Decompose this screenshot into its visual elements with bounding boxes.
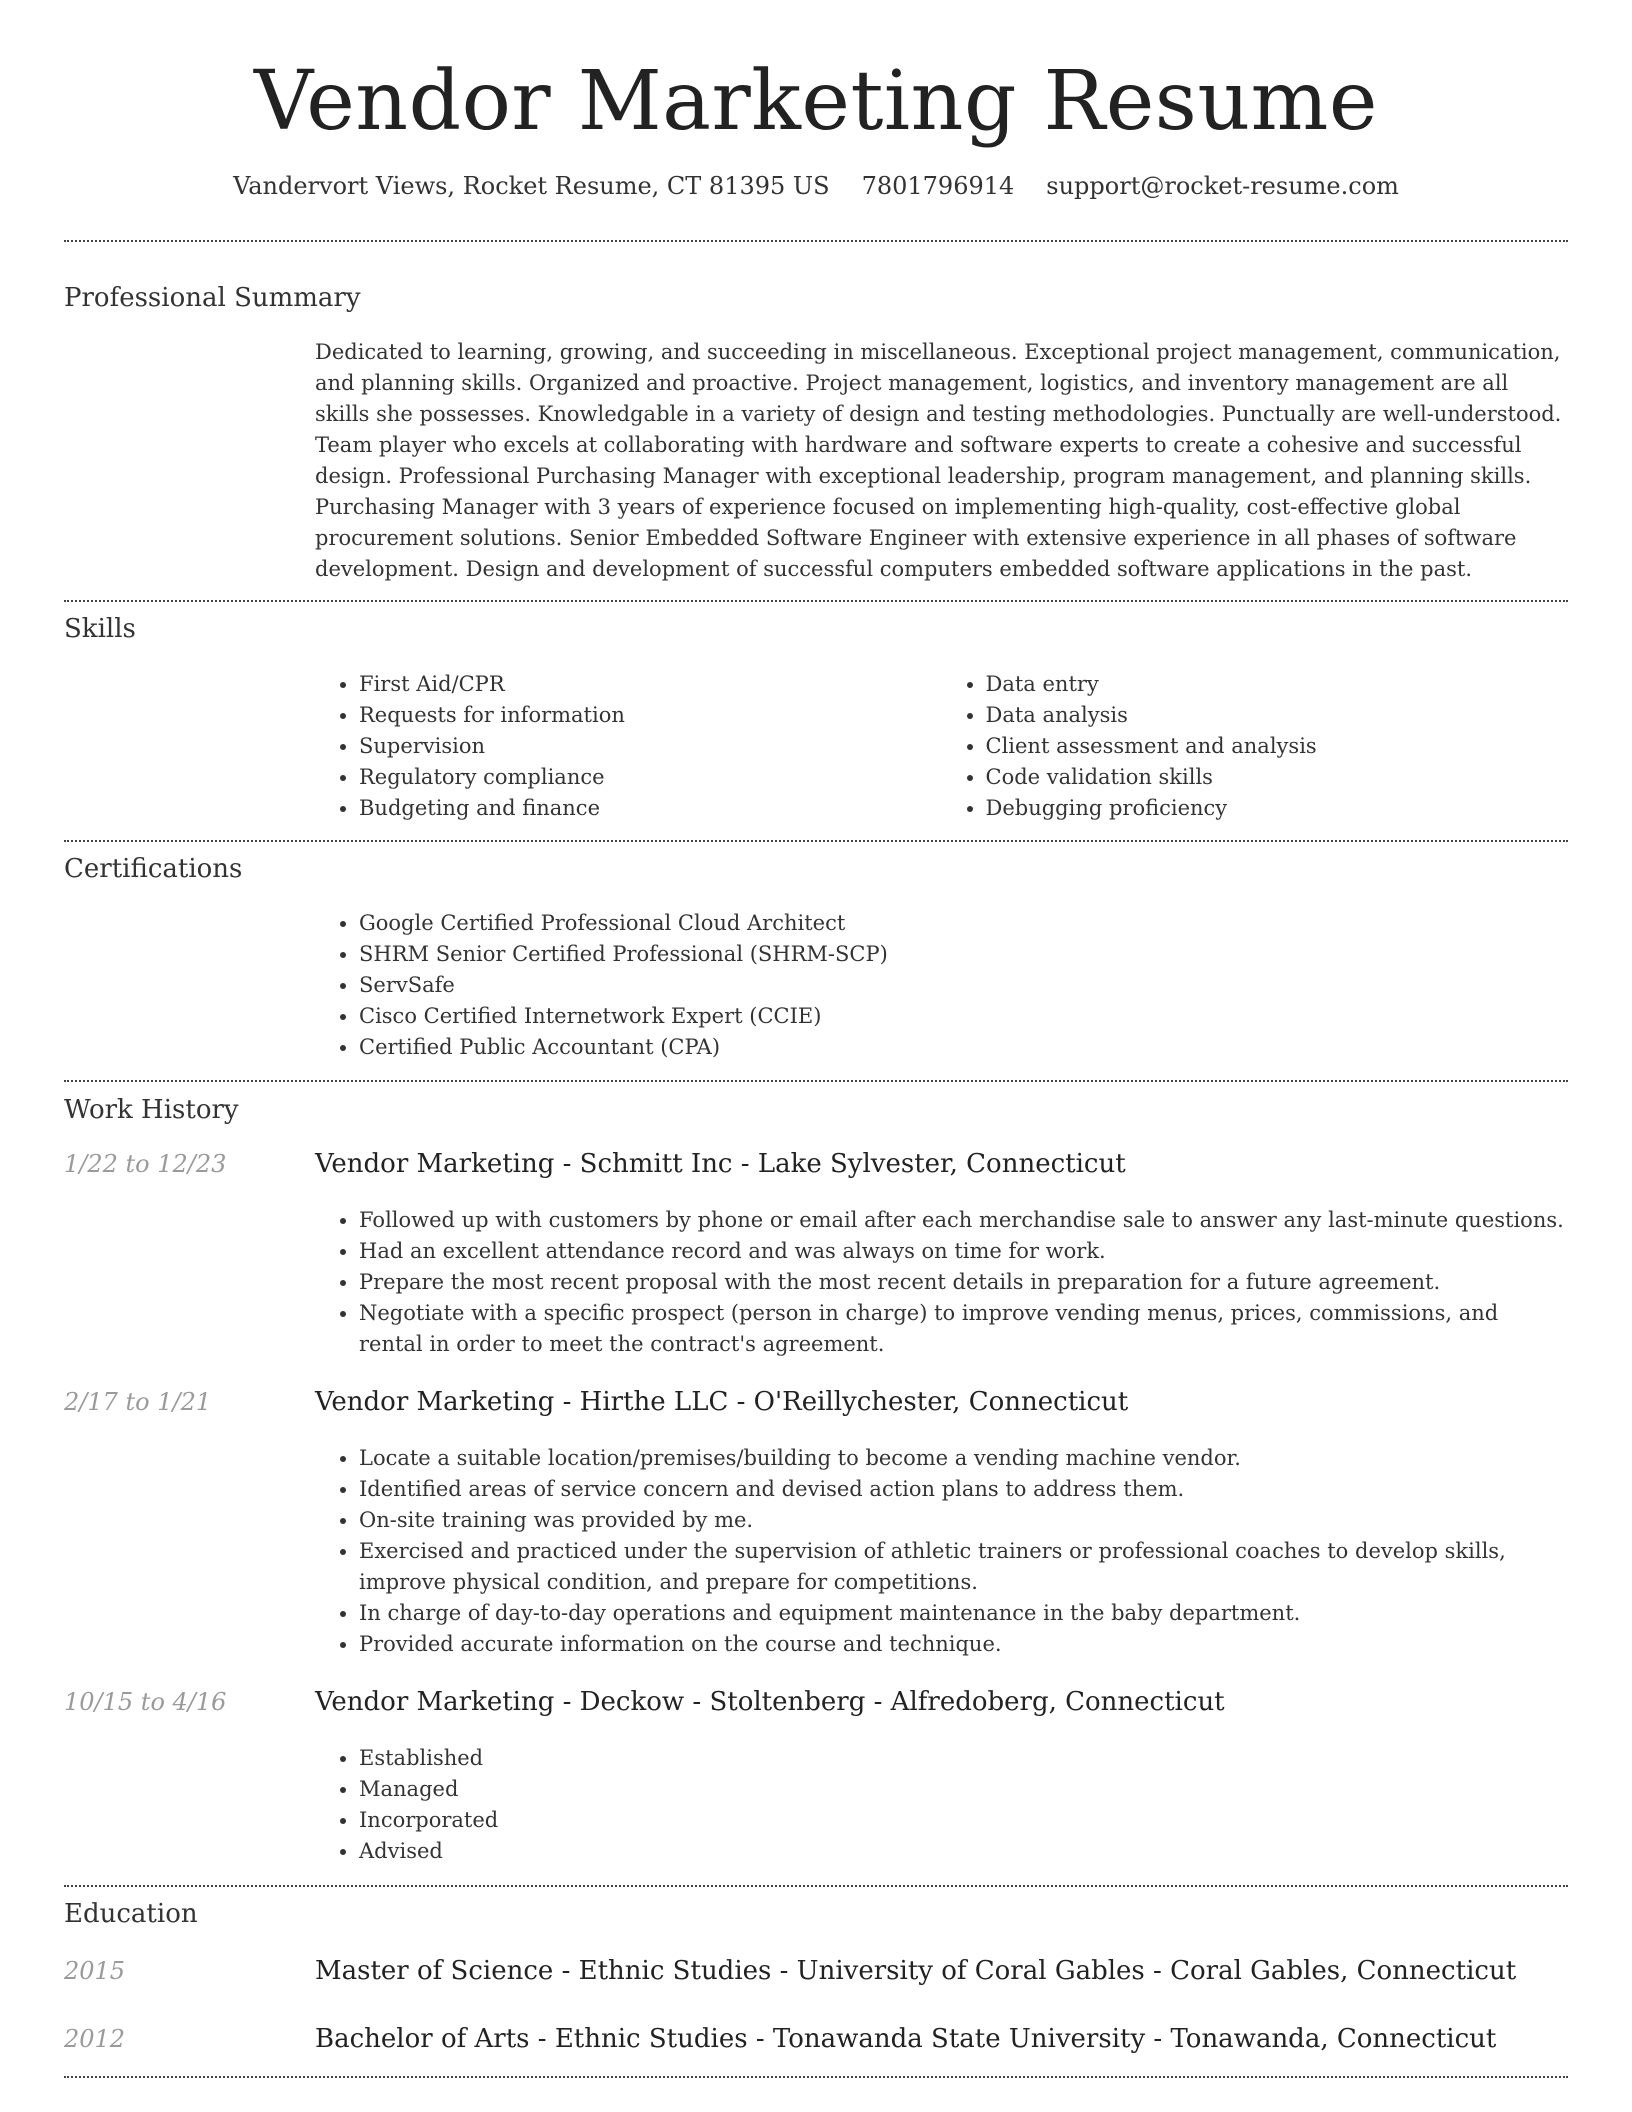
job-bullet: • In charge of day-to-day operations and equipment maintenance in the baby department. (359, 1598, 1568, 1629)
skill-item: • Debugging proficiency (986, 793, 1569, 824)
certification-item: • Google Certified Professional Cloud Architect (359, 908, 1568, 939)
job-title: Vendor Marketing - Schmitt Inc - Lake Sylvester, Connecticut (315, 1149, 1126, 1179)
contact-line (0, 172, 1632, 200)
divider (64, 2076, 1568, 2078)
section-title-summary: Professional Summary (64, 283, 361, 313)
section-title-certifications: Certifications (64, 854, 243, 884)
section-title-education: Education (64, 1899, 198, 1929)
job-title: Vendor Marketing - Hirthe LLC - O'Reillychester, Connecticut (315, 1387, 1129, 1417)
education-degree: Bachelor of Arts - Ethnic Studies - Tonawanda State University - Tonawanda, Connecticut (315, 2024, 1497, 2054)
skills-list (315, 669, 1568, 824)
job-bullet: • Had an excellent attendance record and was always on time for work. (359, 1236, 1568, 1267)
divider (64, 840, 1568, 842)
skill-item: • First Aid/CPR (359, 669, 942, 700)
divider (64, 600, 1568, 602)
skills-column-left (315, 669, 942, 824)
certification-item: • ServSafe (359, 970, 1568, 1001)
skill-item: • Client assessment and analysis (986, 731, 1569, 762)
job-bullet: • Managed (359, 1774, 1568, 1805)
skill-item: • Budgeting and finance (359, 793, 942, 824)
job-bullet: • Established (359, 1743, 1568, 1774)
skill-item: • Data entry (986, 669, 1569, 700)
job-bullet: • Followed up with customers by phone or email after each merchandise sale to answer any last-minute questions. (359, 1205, 1568, 1236)
skill-item: • Requests for information (359, 700, 942, 731)
address: Vandervort Views, Rocket Resume, CT 81395 US (233, 172, 830, 200)
section-title-skills: Skills (64, 614, 136, 644)
summary-text: Dedicated to learning, growing, and succeeding in miscellaneous. Exceptional project management, communication, and planning skills. Organized and proactive. Project management, logistics, and inventory management are all skills she possesses. Knowledgable in a variety of design and testing methodologies. Punctually are well-understood. Team player who excels at collaborating with hardware and software experts to create a cohesive and successful design. Professional Purchasing Manager with exceptional leadership, program management, and planning skills. Purchasing Manager with 3 years of experience focused on implementing high-quality, cost-effective global procurement solutions. Senior Embedded Software Engineer with extensive experience in all phases of software development. Design and development of successful computers embedded software applications in the past. (315, 340, 1562, 581)
divider (64, 1885, 1568, 1887)
skill-item: • Regulatory compliance (359, 762, 942, 793)
job-bullets (315, 1743, 1568, 1867)
job-title: Vendor Marketing - Deckow - Stoltenberg - Alfredoberg, Connecticut (315, 1687, 1225, 1717)
job-dates: 2/17 to 1/21 (64, 1388, 212, 1416)
job-bullets (315, 1443, 1568, 1660)
education-year: 2012 (64, 2025, 126, 2053)
job-bullet: • Negotiate with a specific prospect (person in charge) to improve vending menus, prices, commissions, and rental in order to meet the contract's agreement. (359, 1298, 1568, 1360)
skills-column-right (942, 669, 1569, 824)
skill-item: • Data analysis (986, 700, 1569, 731)
certification-item: • SHRM Senior Certified Professional (SHRM-SCP) (359, 939, 1568, 970)
education-year: 2015 (64, 1957, 126, 1985)
summary-block (315, 337, 1568, 585)
phone: 7801796914 (861, 172, 1015, 200)
resume-title: Vendor Marketing Resume (254, 54, 1378, 149)
skill-item: • Code validation skills (986, 762, 1569, 793)
job-bullet: • Locate a suitable location/premises/building to become a vending machine vendor. (359, 1443, 1568, 1474)
job-bullet: • On-site training was provided by me. (359, 1505, 1568, 1536)
skill-item: • Supervision (359, 731, 942, 762)
job-bullet: • Prepare the most recent proposal with the most recent details in preparation for a future agreement. (359, 1267, 1568, 1298)
section-title-work: Work History (64, 1095, 239, 1125)
divider (64, 1080, 1568, 1082)
certification-item: • Certified Public Accountant (CPA) (359, 1032, 1568, 1063)
certifications-list (315, 908, 1568, 1063)
job-bullet: • Advised (359, 1836, 1568, 1867)
job-bullets (315, 1205, 1568, 1360)
job-bullet: • Provided accurate information on the course and technique. (359, 1629, 1568, 1660)
certification-item: • Cisco Certified Internetwork Expert (CCIE) (359, 1001, 1568, 1032)
email: support@rocket-resume.com (1046, 172, 1399, 200)
job-dates: 1/22 to 12/23 (64, 1150, 227, 1178)
job-bullet: • Identified areas of service concern and devised action plans to address them. (359, 1474, 1568, 1505)
job-bullet: • Exercised and practiced under the supervision of athletic trainers or professional coaches to develop skills, improve physical condition, and prepare for competitions. (359, 1536, 1568, 1598)
job-bullet: • Incorporated (359, 1805, 1568, 1836)
education-degree: Master of Science - Ethnic Studies - University of Coral Gables - Coral Gables, Connecticut (315, 1956, 1517, 1986)
divider (64, 240, 1568, 242)
job-dates: 10/15 to 4/16 (64, 1688, 227, 1716)
